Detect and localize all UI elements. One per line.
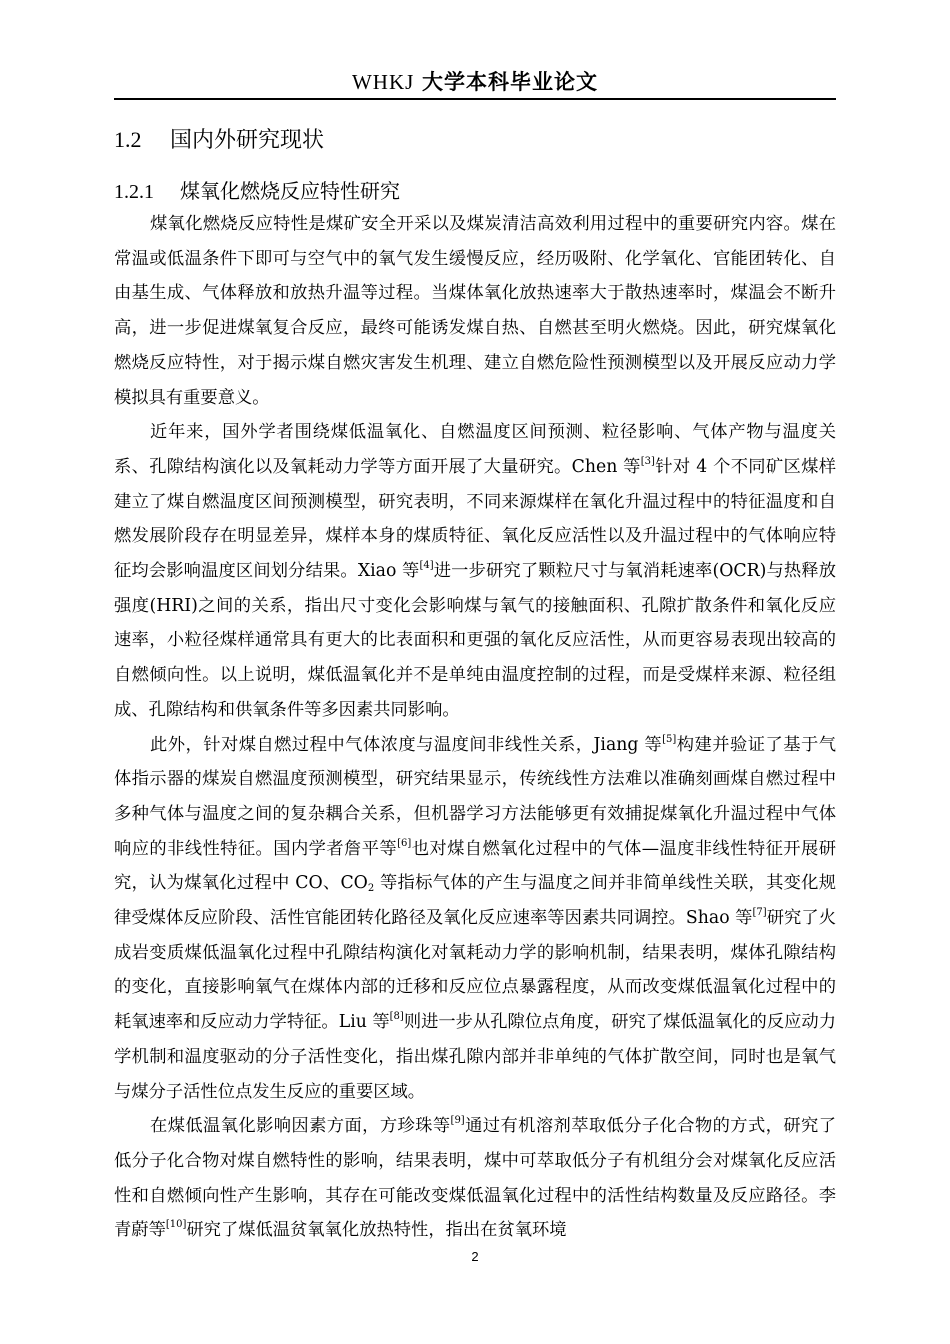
header-latin: WHKJ: [351, 70, 415, 94]
paragraph-4-text-c: 研究了煤低温贫氧氧化放热特性，指出在贫氧环境: [186, 1220, 567, 1241]
header-rule: [114, 98, 836, 100]
paragraph-3-text-d: 等指标气体的产生与温度之间并非简单线性关联，其变化规律受煤体反应阶段、活性官能团转化路径及氧化反应速率等因素共同调控。Shao 等: [114, 873, 836, 929]
page-number: 2: [471, 1249, 479, 1264]
paragraph-1: [114, 207, 836, 415]
paragraph-3: [114, 728, 836, 1110]
paragraph-3-text-e: 研究了火成岩变质煤低温氧化过程中孔隙结构演化对氧耗动力学的影响机制，结果表明，煤体孔隙结构的变化，直接影响氧气在煤体内部的迁移和反应位点暴露程度，从而改变煤低温氧化过程中的耗氧速率和反应动力学特征。Liu 等: [114, 908, 836, 1033]
citation-9: [9]: [450, 1115, 465, 1127]
citation-7: [7]: [752, 907, 767, 919]
subsection-number: 1.2.1: [114, 181, 154, 203]
section-heading: [114, 126, 324, 155]
paragraph-3-text-c: 也对煤自燃氧化过程中的气体—温度非线性特征开展研究，认为煤氧化过程中 CO、CO: [114, 838, 836, 894]
section-number: 1.2: [114, 127, 142, 152]
paragraph-3-text-b: 构建并验证了基于气体指示器的煤炭自燃温度预测模型，研究结果显示，传统线性方法难以准确刻画煤自燃过程中多种气体与温度之间的复杂耦合关系，但机器学习方法能够更有效捕捉煤氧化升温过程中气体响应的非线性特征。国内学者詹平等: [114, 734, 836, 859]
subscript-2: 2: [367, 883, 375, 895]
section-title: 国内外研究现状: [170, 128, 325, 153]
citation-10: [10]: [165, 1219, 187, 1231]
paragraph-4-text-b: 通过有机溶剂萃取低分子化合物的方式，研究了低分子化合物对煤自燃特性的影响，结果表明，煤中可萃取低分子有机组分会对煤氧化反应活性和自燃倾向性产生影响，其存在可能改变煤低温氧化过程中的活性结构数量及反应路径。李青蔚等: [114, 1116, 836, 1241]
citation-8: [8]: [389, 1011, 404, 1023]
subsection-heading: [114, 178, 400, 205]
header-title: 大学本科毕业论文: [422, 70, 598, 94]
paragraph-3-text-a: 此外，针对煤自燃过程中气体浓度与温度间非线性关系，Jiang 等: [150, 734, 663, 755]
paragraph-4: [114, 1109, 836, 1248]
citation-3: [3]: [640, 455, 655, 467]
citation-6: [6]: [397, 837, 412, 849]
paragraph-2-text-c: 进一步研究了颗粒尺寸与氧消耗速率(OCR)与热释放强度(HRI)之间的关系，指出尺寸变化会影响煤与氧气的接触面积、孔隙扩散条件和氧化反应速率，小粒径煤样通常具有更大的比表面积和更强的氧化反应活性，从而更容易表现出较高的自燃倾向性。以上说明，煤低温氧化并不是单纯由温度控制的过程，而是受煤样来源、粒径组成、孔隙结构和供氧条件等多因素共同影响。: [114, 561, 837, 720]
body-text: [114, 207, 836, 1248]
citation-5: [5]: [662, 733, 677, 745]
paragraph-2-text-a: 近年来，国外学者围绕煤低温氧化、自燃温度区间预测、粒径影响、气体产物与温度关系、孔隙结构演化以及氧耗动力学等方面开展了大量研究。Chen 等: [114, 422, 836, 477]
paragraph-2: [114, 415, 836, 727]
paragraph-4-text-a: 在煤低温氧化影响因素方面，方珍珠等: [150, 1116, 451, 1137]
subsection-title: 煤氧化燃烧反应特性研究: [180, 179, 400, 203]
citation-4: [4]: [419, 560, 434, 572]
page-header: [114, 68, 836, 96]
paragraph-2-text-b: 针对 4 个不同矿区煤样建立了煤自燃温度区间预测模型，研究表明，不同来源煤样在氧化升温过程中的特征温度和自燃发展阶段存在明显差异，煤样本身的煤质特征、氧化反应活性以及升温过程中的气体响应特征均会影响温度区间划分结果。Xiao 等: [114, 456, 836, 582]
paragraph-3-text-f: 则进一步从孔隙位点角度，研究了煤低温氧化的反应动力学机制和温度驱动的分子活性变化，指出煤孔隙内部并非单纯的气体扩散空间，同时也是氧气与煤分子活性位点发生反应的重要区域。: [114, 1012, 836, 1102]
paragraph-1-text: 煤氧化燃烧反应特性是煤矿安全开采以及煤炭清洁高效利用过程中的重要研究内容。煤在常温或低温条件下即可与空气中的氧气发生缓慢反应，经历吸附、化学氧化、官能团转化、自由基生成、气体释放和放热升温等过程。当煤体氧化放热速率大于散热速率时，煤温会不断升高，进一步促进煤氧复合反应，最终可能诱发煤自热、自燃甚至明火燃烧。因此，研究煤氧化燃烧反应特性，对于揭示煤自燃灾害发生机理、建立自燃危险性预测模型以及开展反应动力学模拟具有重要意义。: [114, 214, 836, 408]
